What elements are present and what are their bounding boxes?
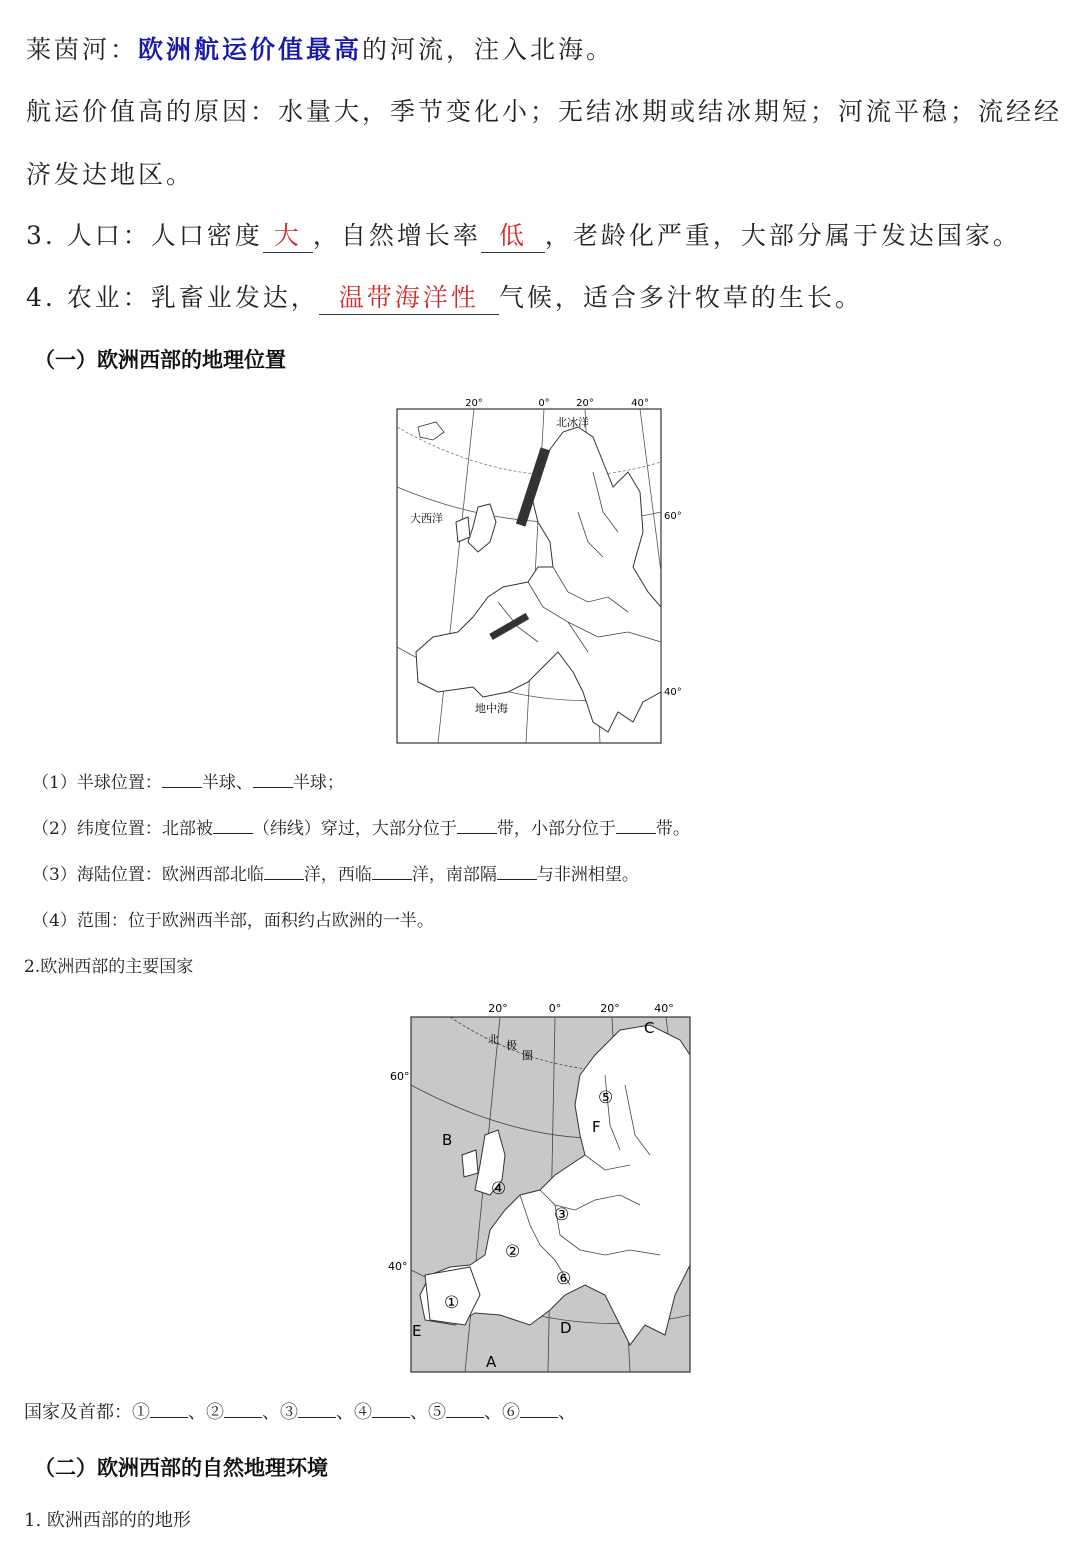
section-heading-nature: （二）欧洲西部的自然地理环境 <box>34 1456 328 1480</box>
q3-mid2: 洋，南部隔 <box>411 865 497 885</box>
q2-blank-2[interactable] <box>457 819 497 834</box>
population-line <box>26 216 1021 253</box>
capital-sep-4: 、 <box>410 1402 428 1423</box>
growth-answer: 低 <box>481 216 545 253</box>
rhine-prefix: 莱茵河： <box>26 35 139 64</box>
shipping-reason-cont: 济发达地区。 <box>26 160 195 189</box>
lon-label-40e: 40° <box>631 398 649 409</box>
country-map-svg <box>380 995 710 1375</box>
map2-lon-40e: 40° <box>654 1002 674 1015</box>
agriculture-end: 气候，适合多汁牧草的生长。 <box>498 283 863 312</box>
climate-answer: 温带海洋性 <box>319 278 499 315</box>
atlantic-ocean-label: 大西洋 <box>410 512 443 525</box>
label-f: F <box>592 1118 601 1136</box>
q2-mid2: 带，小部分位于 <box>496 819 616 839</box>
capital-blank-2[interactable] <box>224 1403 262 1418</box>
lon-label-0: 0° <box>538 398 550 409</box>
capital-sep-6: 、 <box>558 1402 576 1423</box>
rhine-suffix: 的河流，注入北海。 <box>362 35 615 64</box>
q3-blank-2[interactable] <box>372 865 412 880</box>
terrain-subheading: 1. 欧洲西部的的地形 <box>24 1510 191 1531</box>
capital-num-4: ④ <box>354 1402 372 1423</box>
countries-capitals-line <box>24 1398 576 1424</box>
map2-lon-20e: 20° <box>600 1002 620 1015</box>
label-a: A <box>486 1353 497 1371</box>
capital-blank-5[interactable] <box>446 1403 484 1418</box>
capital-num-3: ③ <box>280 1402 298 1423</box>
q1-blank-2[interactable] <box>253 773 293 788</box>
q1-end: 半球； <box>292 773 344 793</box>
capital-sep-1: 、 <box>188 1402 206 1423</box>
lat-label-40: 40° <box>664 687 682 698</box>
question-hemisphere <box>32 768 344 793</box>
label-c: C <box>644 1019 655 1037</box>
europe-outline-svg <box>378 392 682 748</box>
lon-label-20w: 20° <box>465 398 483 409</box>
mediterranean-label: 地中海 <box>475 702 508 715</box>
western-europe-country-map <box>380 995 710 1375</box>
capital-num-1: ① <box>132 1402 150 1423</box>
arctic-circle-char-3: 圈 <box>522 1049 533 1062</box>
shipping-reason-line: 航运价值高的原因：水量大，季节变化小；无结冰期或结冰期短；河流平稳；流经经 <box>26 97 1063 126</box>
question-latitude <box>32 814 690 839</box>
q3-end: 与非洲相望。 <box>536 865 639 885</box>
capital-blank-3[interactable] <box>298 1403 336 1418</box>
country-number-5: ⑤ <box>598 1088 614 1108</box>
label-e: E <box>412 1322 422 1340</box>
country-number-1: ① <box>444 1293 460 1313</box>
arctic-circle-char-1: 北 <box>488 1033 499 1046</box>
q2-blank-3[interactable] <box>616 819 656 834</box>
question-range: （4）范围：位于欧洲西半部，面积约占欧洲的一半。 <box>32 911 434 931</box>
arctic-circle-char-2: 极 <box>506 1039 517 1052</box>
population-label: 3. 人口：人口密度 <box>26 221 263 250</box>
agriculture-line <box>26 278 863 315</box>
arctic-ocean-label: 北冰洋 <box>556 416 589 429</box>
q3-blank-3[interactable] <box>497 865 537 880</box>
q2-label: （2）纬度位置：北部被 <box>32 819 213 839</box>
q1-blank-1[interactable] <box>162 773 202 788</box>
rhine-line <box>26 30 614 66</box>
capital-num-6: ⑥ <box>502 1402 520 1423</box>
capital-blank-6[interactable] <box>520 1403 558 1418</box>
country-number-4: ④ <box>491 1179 507 1199</box>
q1-mid: 半球、 <box>201 773 253 793</box>
q3-blank-1[interactable] <box>264 865 304 880</box>
q3-label: （3）海陆位置：欧洲西部北临 <box>32 865 264 885</box>
section-heading-location: （一）欧洲西部的地理位置 <box>34 348 286 372</box>
capital-sep-2: 、 <box>262 1402 280 1423</box>
map2-lat-40: 40° <box>388 1260 408 1273</box>
question-sea-land <box>32 860 639 885</box>
country-number-3: ③ <box>554 1205 570 1225</box>
population-end: ，老龄化严重，大部分属于发达国家。 <box>544 221 1021 250</box>
q2-blank-1[interactable] <box>213 819 253 834</box>
capital-sep-3: 、 <box>336 1402 354 1423</box>
agriculture-label: 4. 农业：乳畜业发达， <box>26 283 319 312</box>
capital-num-2: ② <box>206 1402 224 1423</box>
map2-lon-20w: 20° <box>488 1002 508 1015</box>
capital-blank-1[interactable] <box>150 1403 188 1418</box>
capital-sep-5: 、 <box>484 1402 502 1423</box>
capital-num-5: ⑤ <box>428 1402 446 1423</box>
label-d: D <box>560 1319 572 1337</box>
country-number-2: ② <box>505 1242 521 1262</box>
lon-label-20e: 20° <box>576 398 594 409</box>
lat-label-60: 60° <box>664 511 682 522</box>
density-answer: 大 <box>263 216 313 253</box>
rhine-highlight: 欧洲航运价值最高 <box>138 35 363 64</box>
population-mid: ，自然增长率 <box>312 221 481 250</box>
label-b: B <box>442 1131 453 1149</box>
q3-mid: 洋，西临 <box>303 865 372 885</box>
map2-lat-60: 60° <box>390 1070 410 1083</box>
capital-blank-4[interactable] <box>372 1403 410 1418</box>
capitals-label: 国家及首都： <box>24 1402 132 1423</box>
q2-mid: （纬线）穿过，大部分位于 <box>252 819 457 839</box>
q2-end: 带。 <box>655 819 690 839</box>
map2-lon-0: 0° <box>548 1002 562 1015</box>
europe-outline-map <box>378 392 682 748</box>
countries-heading: 2.欧洲西部的主要国家 <box>24 957 194 977</box>
q1-label: （1）半球位置： <box>32 773 162 793</box>
country-number-6: ⑥ <box>556 1269 572 1289</box>
